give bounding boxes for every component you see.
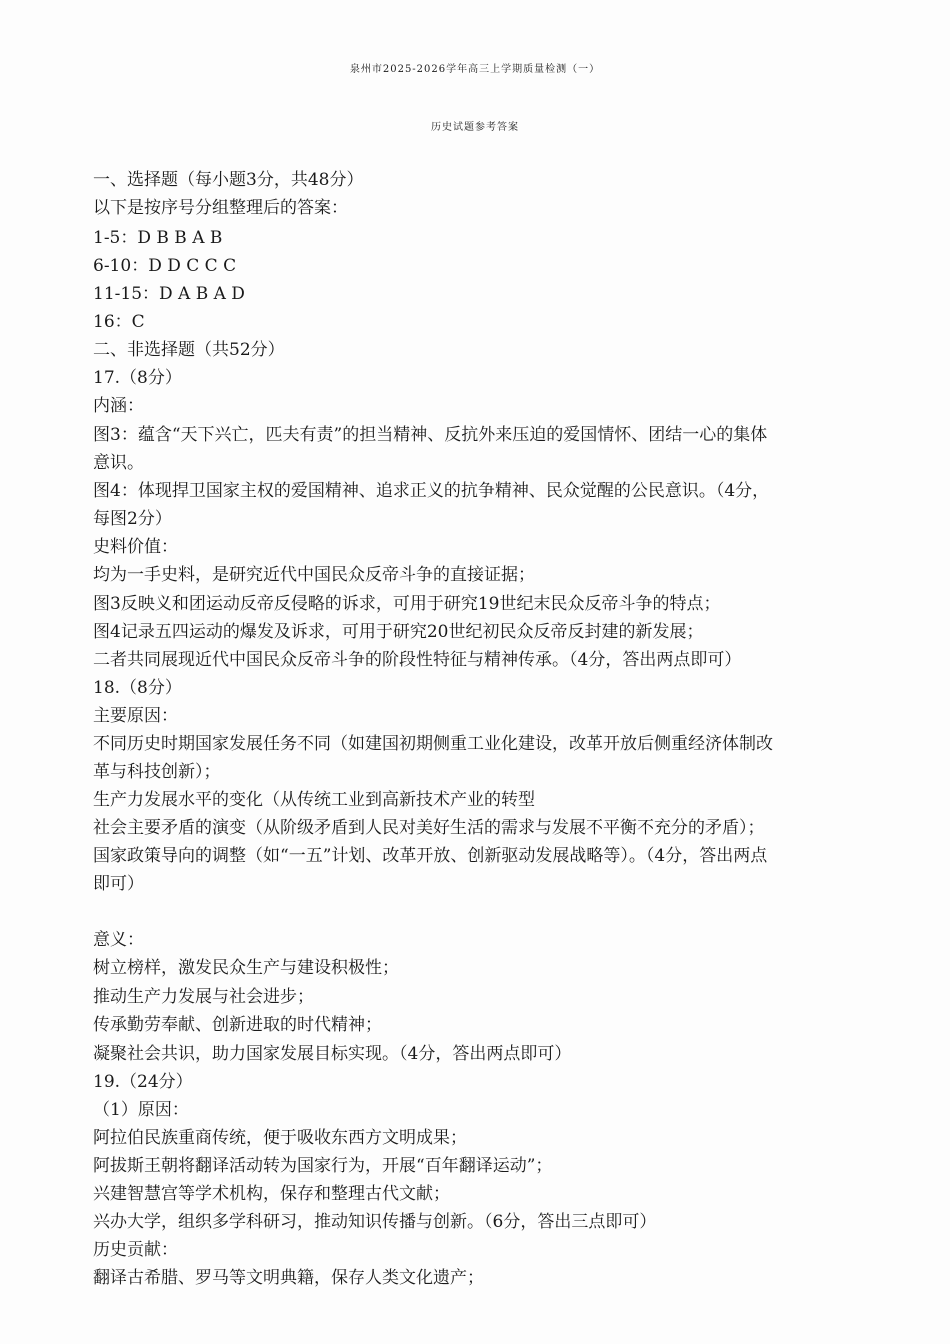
text-line: 内涵：: [93, 396, 144, 416]
text-line: 以下是按序号分组整理后的答案：: [93, 198, 348, 218]
text-line: 图4记录五四运动的爆发及诉求，可用于研究20世纪初民众反帝反封建的新发展；: [93, 622, 704, 642]
question-heading: 18.（8分）: [93, 678, 182, 698]
text-line: 每图2分）: [93, 509, 172, 529]
answer-line: 1-5：D B B A B: [93, 228, 223, 248]
text-line: 即可）: [93, 874, 144, 894]
answer-line: 16：C: [93, 312, 145, 332]
answer-line: 6-10：D D C C C: [93, 256, 237, 276]
text-line: 兴办大学，组织多学科研习，推动知识传播与创新。（6分，答出三点即可）: [93, 1212, 657, 1232]
text-line: 兴建智慧宫等学术机构，保存和整理古代文献；: [93, 1184, 450, 1204]
text-line: 不同历史时期国家发展任务不同（如建国初期侧重工业化建设，改革开放后侧重经济体制改: [93, 734, 773, 754]
document-subtitle: 历史试题参考答案: [431, 122, 519, 133]
text-line: 革与科技创新）；: [93, 762, 221, 782]
text-line: （1）原因：: [93, 1100, 189, 1120]
text-line: 国家政策导向的调整（如“一五”计划、改革开放、创新驱动发展战略等）。（4分，答出两点: [93, 846, 768, 866]
section-heading-nonchoice: 二、非选择题（共52分）: [93, 340, 285, 360]
text-line: 史料价值：: [93, 537, 178, 557]
text-line: 图3反映义和团运动反帝反侵略的诉求，可用于研究19世纪末民众反帝斗争的特点；: [93, 594, 721, 614]
text-line: 社会主要矛盾的演变（从阶级矛盾到人民对美好生活的需求与发展不平衡不充分的矛盾）；: [93, 818, 765, 838]
section-heading-choice: 一、选择题（每小题3分，共48分）: [93, 170, 364, 190]
text-line: 主要原因：: [93, 706, 178, 726]
text-line: 均为一手史料，是研究近代中国民众反帝斗争的直接证据；: [93, 565, 535, 585]
text-line: 历史贡献：: [93, 1240, 178, 1260]
document-title: 泉州市2025-2026学年高三上学期质量检测（一）: [349, 64, 601, 75]
text-line: 阿拉伯民族重商传统，便于吸收东西方文明成果；: [93, 1128, 467, 1148]
text-line: 二者共同展现近代中国民众反帝斗争的阶段性特征与精神传承。（4分，答出两点即可）: [93, 650, 742, 670]
text-line: 生产力发展水平的变化（从传统工业到高新技术产业的转型: [93, 790, 535, 810]
text-line: 凝聚社会共识，助力国家发展目标实现。（4分，答出两点即可）: [93, 1044, 572, 1064]
answer-line: 11-15：D A B A D: [93, 284, 245, 304]
text-line: 推动生产力发展与社会进步；: [93, 987, 314, 1007]
question-heading: 17.（8分）: [93, 368, 182, 388]
text-line: 图4：体现捍卫国家主权的爱国精神、追求正义的抗争精神、民众觉醒的公民意识。（4分，: [93, 481, 770, 501]
text-line: 翻译古希腊、罗马等文明典籍，保存人类文化遗产；: [93, 1268, 484, 1288]
text-line: 意识。: [93, 453, 144, 473]
text-line: 阿拔斯王朝将翻译活动转为国家行为，开展“百年翻译运动”；: [93, 1156, 553, 1176]
question-heading: 19.（24分）: [93, 1072, 193, 1092]
text-line: 树立榜样，激发民众生产与建设积极性；: [93, 958, 399, 978]
text-line: 传承勤劳奉献、创新进取的时代精神；: [93, 1015, 382, 1035]
text-line: 图3：蕴含“天下兴亡，匹夫有责”的担当精神、反抗外来压迫的爱国情怀、团结一心的集体: [93, 425, 768, 445]
text-line: 意义：: [93, 930, 144, 950]
